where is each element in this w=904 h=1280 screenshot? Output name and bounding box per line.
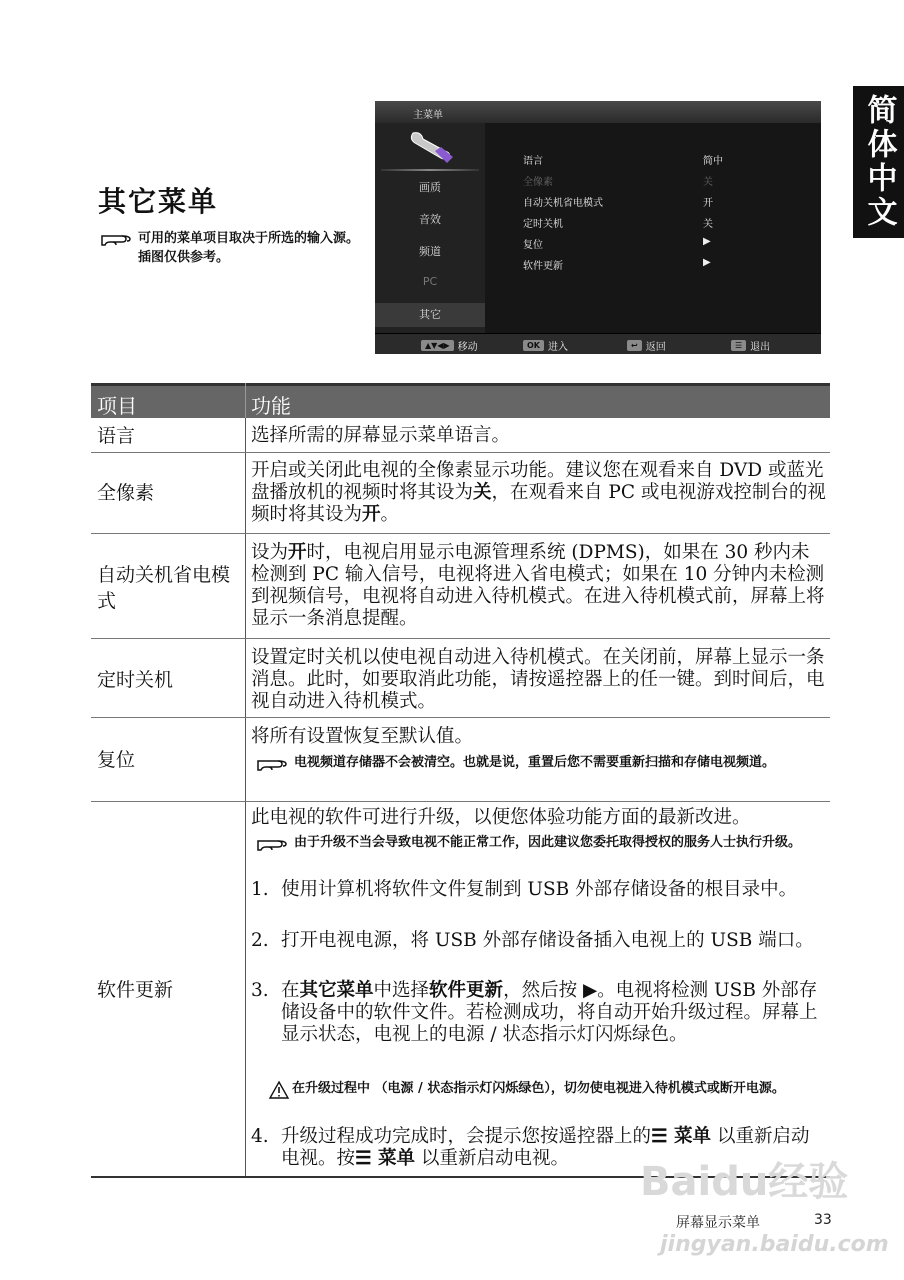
text-span: 开启或关闭此电视的全像素显示功能。建议您在观看来自 DVD 或蓝光盘播放机的视频时将其设为 bbox=[251, 460, 824, 503]
tv-key-exit bbox=[731, 338, 770, 353]
row-divider bbox=[91, 717, 830, 718]
bold-text: 关 bbox=[473, 482, 492, 503]
text-span: 中选择 bbox=[373, 980, 430, 1001]
tv-key-back bbox=[627, 338, 666, 353]
row-item-full-pixel: 全像素 bbox=[97, 482, 155, 504]
warning-text: 在升级过程中 （电源 / 状态指示灯闪烁绿色），切勿使电视进入待机模式或断开电源。 bbox=[292, 1081, 785, 1096]
text-span: 以重新启动电视。 bbox=[420, 1148, 569, 1169]
tv-option-sleep-timer[interactable] bbox=[523, 215, 783, 231]
step-number: 1. bbox=[251, 879, 269, 900]
arrows-key-icon: ▲▼◀▶ bbox=[421, 340, 454, 351]
tv-option-full-pixel[interactable] bbox=[523, 173, 783, 189]
row-divider bbox=[91, 801, 830, 802]
tv-option-value: 关 bbox=[703, 219, 713, 230]
tv-menu-options bbox=[485, 123, 821, 333]
tv-key-move bbox=[421, 338, 478, 353]
row-item-software-update: 软件更新 bbox=[97, 979, 174, 1001]
reset-note-text: 电视频道存储器不会被清空。也就是说，重置后您不需要重新扫描和存储电视频道。 bbox=[294, 755, 776, 770]
update-step-1 bbox=[251, 879, 826, 901]
reset-note bbox=[256, 754, 821, 772]
row-divider bbox=[91, 533, 830, 534]
tv-option-software-update[interactable] bbox=[523, 257, 783, 273]
tv-menu-screenshot bbox=[375, 101, 821, 353]
menu-button-ref: ☰ 菜单 bbox=[651, 1126, 712, 1147]
step-text bbox=[281, 980, 826, 1046]
bold-text: 其它菜单 bbox=[299, 980, 374, 1001]
section-title: 其它菜单 bbox=[98, 185, 219, 218]
side-tab-label: 简体中文 bbox=[861, 94, 897, 230]
text-span: 在 bbox=[281, 980, 300, 1001]
text-span: ，在观看来自 PC 或电视游戏控制台的视频时将其设为 bbox=[251, 482, 826, 525]
row-fn-language: 选择所需的屏幕显示菜单语言。 bbox=[251, 425, 511, 446]
row-divider bbox=[91, 452, 830, 453]
tv-option-value: 开 bbox=[703, 198, 713, 209]
column-divider bbox=[245, 418, 246, 1176]
intro-note-text: 可用的菜单项目取决于所选的输入源。插图仅供参考。 bbox=[138, 231, 360, 265]
menu-key-icon: ☰ bbox=[731, 340, 746, 351]
tv-menu-titlebar bbox=[375, 101, 821, 124]
step-number: 2. bbox=[251, 930, 269, 951]
tv-menu-title: 主菜单 bbox=[413, 110, 443, 121]
tv-option-value: 关 bbox=[703, 177, 713, 188]
pointing-hand-icon bbox=[256, 755, 290, 771]
text-span: ，然后按 ▶。电视将检测 USB 外部存储设备中的软件文件。若检测成功，将自动开始升级过程。屏幕上显示状态，电视上的电源 / 状态指示灯闪烁绿色。 bbox=[281, 980, 818, 1045]
header-item: 项目 bbox=[97, 394, 137, 418]
back-key-icon: ↩ bbox=[627, 340, 642, 351]
baidu-watermark-url: jingyan.baidu.com bbox=[660, 1232, 889, 1257]
text-span: 设为 bbox=[251, 542, 289, 563]
tv-key-label: 进入 bbox=[548, 342, 568, 353]
tv-category-picture[interactable]: 画质 bbox=[419, 181, 441, 194]
tv-option-label: 语言 bbox=[523, 156, 543, 167]
tv-key-enter bbox=[523, 338, 568, 353]
tv-option-label: 全像素 bbox=[523, 177, 553, 188]
menu-button-ref: ☰ 菜单 bbox=[355, 1148, 416, 1169]
update-note-text: 由于升级不当会导致电视不能正常工作，因此建议您委托取得授权的服务人士执行升级。 bbox=[294, 835, 802, 850]
pointing-hand-icon bbox=[100, 230, 134, 246]
row-fn-reset: 将所有设置恢复至默认值。 bbox=[251, 726, 474, 747]
update-step-2 bbox=[251, 930, 826, 952]
row-item-auto-power-off: 自动关机省电模式 bbox=[97, 564, 231, 612]
tv-category-other[interactable]: 其它 bbox=[375, 303, 485, 327]
footer-page-number: 33 bbox=[814, 1212, 832, 1228]
text-span: 。 bbox=[380, 504, 400, 525]
step-text: 使用计算机将软件文件复制到 USB 外部存储设备的根目录中。 bbox=[281, 879, 798, 900]
update-note bbox=[256, 834, 821, 852]
baidu-watermark: Baidu经验 bbox=[640, 1159, 849, 1205]
tv-option-language[interactable] bbox=[523, 152, 783, 168]
intro-note bbox=[100, 229, 360, 267]
tv-option-label: 复位 bbox=[523, 240, 543, 251]
warning-triangle-icon bbox=[268, 1080, 290, 1100]
tv-option-auto-power-off[interactable] bbox=[523, 194, 783, 210]
wrench-icon bbox=[405, 127, 455, 167]
tv-option-label: 软件更新 bbox=[523, 261, 563, 272]
bold-text: 开 bbox=[288, 542, 307, 563]
row-item-language: 语言 bbox=[97, 425, 136, 447]
text-span: 时，电视启用显示电源管理系统 (DPMS)，如果在 30 秒内未检测到 PC 输入信号，电视将进入省电模式；如果在 10 分钟内未检测到视频信号，电视将自动进入待机模式。在进入待机模式前，屏幕上将显示一条消息提醒。 bbox=[251, 542, 825, 629]
row-fn-full-pixel bbox=[251, 460, 826, 526]
text-span: 以重新启动电视。按 bbox=[281, 1126, 810, 1169]
tv-key-label: 退出 bbox=[750, 342, 771, 353]
text-span: 升级过程成功完成时，会提示您按遥控器上的 bbox=[281, 1126, 652, 1147]
tv-category-audio[interactable]: 音效 bbox=[419, 213, 441, 226]
header-divider bbox=[245, 383, 246, 418]
row-fn-sleep-timer: 设置定时关机以使电视自动进入待机模式。在关闭前，屏幕上显示一条消息。此时，如要取消此功能，请按遥控器上的任一键。到时间后，电视自动进入待机模式。 bbox=[251, 647, 825, 712]
tv-menu-categories bbox=[375, 123, 485, 333]
table-header bbox=[91, 383, 830, 418]
tv-option-value: ▶ bbox=[703, 257, 711, 268]
footer-section: 屏幕显示菜单 bbox=[676, 1215, 760, 1231]
tv-menu-separator bbox=[381, 169, 479, 171]
tv-option-value: 简中 bbox=[703, 156, 723, 167]
row-item-reset: 复位 bbox=[97, 749, 136, 771]
bold-text: 开 bbox=[362, 504, 381, 525]
row-divider bbox=[91, 638, 830, 639]
tv-option-label: 自动关机省电模式 bbox=[523, 198, 603, 209]
header-function: 功能 bbox=[251, 394, 291, 418]
tv-category-channel[interactable]: 频道 bbox=[419, 245, 441, 258]
tv-option-reset[interactable] bbox=[523, 236, 783, 252]
update-warning bbox=[268, 1080, 824, 1100]
update-step-3 bbox=[251, 980, 826, 1046]
tv-option-value: ▶ bbox=[703, 236, 711, 247]
tv-option-label: 定时关机 bbox=[523, 219, 563, 230]
pointing-hand-icon bbox=[256, 835, 290, 851]
tv-key-label: 移动 bbox=[457, 342, 478, 353]
step-number: 3. bbox=[251, 980, 269, 1001]
step-number: 4. bbox=[251, 1126, 269, 1147]
ok-key-icon: OK bbox=[523, 340, 544, 351]
row-fn-auto-power-off bbox=[251, 542, 826, 630]
bold-text: 软件更新 bbox=[429, 980, 504, 1001]
tv-menu-keybar bbox=[375, 333, 821, 354]
language-side-tab bbox=[853, 86, 904, 238]
tv-category-pc[interactable]: PC bbox=[422, 275, 438, 288]
step-text: 打开电视电源，将 USB 外部存储设备插入电视上的 USB 端口。 bbox=[281, 930, 814, 951]
row-fn-software-update: 此电视的软件可进行升级，以便您体验功能方面的最新改进。 bbox=[251, 807, 751, 828]
row-item-sleep-timer: 定时关机 bbox=[97, 669, 174, 691]
tv-key-label: 返回 bbox=[645, 342, 666, 353]
